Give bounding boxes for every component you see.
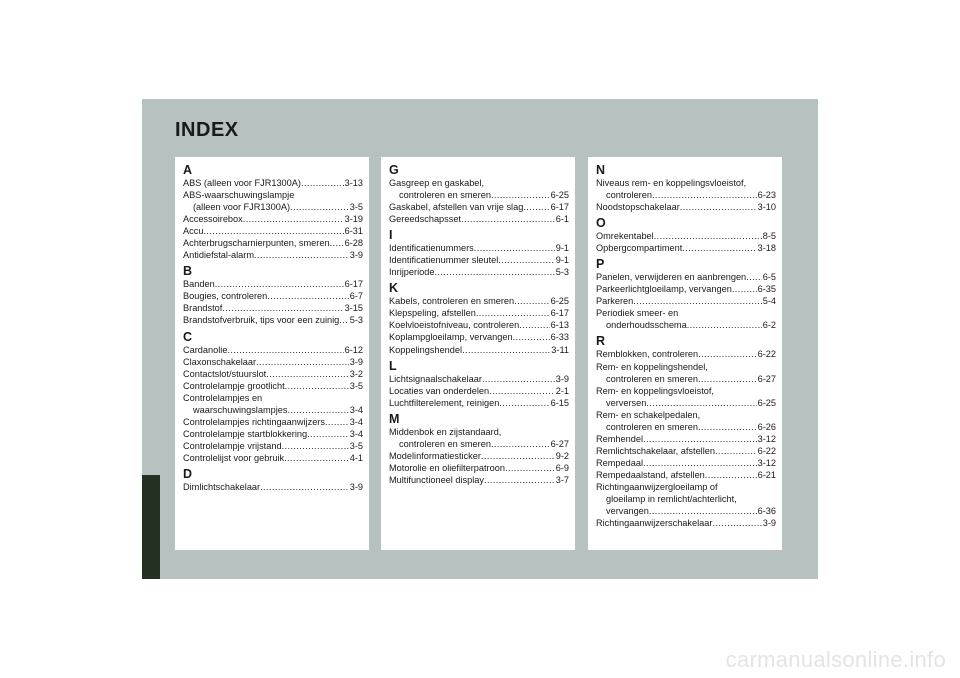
leader-dots: [712, 517, 761, 529]
page-number: 2-1: [555, 385, 569, 396]
leader-dots: [491, 189, 550, 201]
entry-text: Banden: [183, 279, 215, 290]
index-entry: [596, 361, 776, 385]
page-number: 6-22: [757, 349, 776, 360]
leader-dots: [285, 380, 349, 392]
leader-dots: [307, 428, 349, 440]
leader-dots: [290, 201, 349, 213]
index-section-c: [183, 330, 363, 464]
entry-text: Gasgreep en gaskabel,: [389, 178, 485, 188]
index-entry: [183, 249, 363, 261]
page-number: 6-23: [757, 190, 776, 201]
page-number: 3-19: [344, 214, 363, 225]
index-entry: [596, 517, 776, 529]
index-section-p: [596, 257, 776, 331]
leader-dots: [284, 452, 349, 464]
entry-text: Identificatienummers: [389, 243, 474, 254]
index-entry: [183, 452, 363, 464]
page-number: 3-13: [344, 178, 363, 188]
page-number: 6-27: [550, 438, 569, 449]
entry-text: Contactslot/stuurslot: [183, 368, 267, 379]
index-entry: [389, 385, 569, 397]
entry-text: Motorolie en oliefilterpatroon: [389, 462, 505, 473]
index-section-k: [389, 281, 569, 355]
entry-text: Claxonschakelaar: [183, 356, 257, 367]
entry-text: Gaskabel, afstellen van vrije slag: [389, 202, 524, 213]
index-entry: [183, 225, 363, 237]
entry-text: Remlichtschakelaar, afstellen: [596, 445, 715, 456]
index-section-l: [389, 359, 569, 409]
page-number: 3-9: [555, 373, 569, 384]
leader-dots: [513, 331, 550, 343]
entry-text: Locaties van onderdelen: [389, 385, 490, 396]
leader-dots: [746, 271, 762, 283]
entry-text: Opbergcompartiment: [596, 243, 683, 254]
entry-text: Accessoirebox: [183, 214, 243, 225]
leader-dots: [222, 302, 343, 314]
index-entry: [596, 409, 776, 433]
page-number: 6-35: [757, 284, 776, 295]
entry-text: ABS (alleen voor FJR1300A): [183, 178, 301, 188]
page-number: 3-5: [349, 202, 363, 213]
index-entry: [389, 331, 569, 343]
index-column-1: [175, 157, 369, 550]
leader-dots: [698, 348, 756, 360]
page-number: 6-17: [550, 202, 569, 213]
index-entry: [183, 344, 363, 356]
leader-dots: [698, 373, 757, 385]
index-entry: [596, 295, 776, 307]
index-entry: [183, 356, 363, 368]
page-number: 3-9: [762, 518, 776, 529]
page-number: 3-15: [344, 303, 363, 314]
leader-dots: [523, 201, 549, 213]
page-number: 6-5: [762, 272, 776, 283]
page-number: 6-13: [550, 320, 569, 331]
entry-text: Niveaus rem- en koppelingsvloeistof,: [596, 178, 747, 188]
page-number: 3-4: [349, 404, 363, 415]
index-section-r: [596, 334, 776, 529]
page-number: 3-7: [555, 474, 569, 485]
leader-dots: [489, 385, 555, 397]
leader-dots: [482, 373, 555, 385]
page-number: 9-1: [555, 255, 569, 266]
entry-text: Rempedaal: [596, 457, 643, 468]
page-number: 6-1: [555, 214, 569, 225]
entry-text: Richtingaanwijzergloeilamp of: [596, 481, 718, 492]
page-number: 5-3: [349, 315, 363, 326]
page-number: 6-27: [757, 373, 776, 384]
index-entry: [389, 373, 569, 385]
index-entry: [183, 380, 363, 392]
entry-text: Accu: [183, 226, 204, 237]
entry-text: onderhoudsschema: [606, 320, 687, 331]
entry-text: Koelvloeistofniveau, controleren: [389, 320, 520, 331]
section-letter: P: [596, 257, 605, 272]
section-letter: I: [389, 228, 393, 243]
section-letter: R: [596, 334, 606, 349]
leader-dots: [243, 213, 344, 225]
leader-dots: [654, 230, 762, 242]
leader-dots: [481, 450, 555, 462]
leader-dots: [462, 344, 550, 356]
page-title: INDEX: [175, 119, 239, 141]
index-section-i: [389, 228, 569, 278]
page-number: 6-25: [757, 397, 776, 408]
leader-dots: [282, 440, 349, 452]
index-entry: [389, 397, 569, 409]
page-number: 9-1: [555, 243, 569, 254]
page-number: 6-25: [550, 296, 569, 307]
index-entry: [596, 242, 776, 254]
index-entry: [389, 307, 569, 319]
entry-text: Controlelampjes richtingaanwijzers: [183, 416, 325, 427]
page-number: 6-21: [757, 469, 776, 480]
index-section-g: [389, 163, 569, 225]
leader-dots: [687, 319, 762, 331]
entry-text: Parkeerlichtgloeilamp, vervangen: [596, 284, 732, 295]
entry-text: Inrijperiode: [389, 267, 435, 278]
entry-text: vervangen: [606, 506, 649, 517]
entry-text: Richtingaanwijzerschakelaar: [596, 518, 713, 529]
entry-text: Remhendel: [596, 433, 643, 444]
leader-dots: [682, 242, 756, 254]
leader-dots: [680, 201, 757, 213]
page-number: 3-12: [757, 433, 776, 444]
page-number: 3-9: [349, 250, 363, 261]
entry-text: Brandstof: [183, 303, 223, 314]
page-number: 6-17: [344, 279, 363, 290]
entry-text: Luchtfilterelement, reinigen: [389, 397, 500, 408]
page-number: 6-9: [555, 462, 569, 473]
entry-text: Dimlichtschakelaar: [183, 481, 261, 492]
leader-dots: [227, 344, 343, 356]
index-entry: [596, 457, 776, 469]
entry-text: waarschuwingslampjes: [193, 404, 288, 415]
leader-dots: [474, 242, 555, 254]
index-section-n: [596, 163, 776, 213]
index-entry: [389, 177, 569, 201]
index-entry: [389, 266, 569, 278]
index-entry: [183, 428, 363, 440]
entry-text: Brandstofverbruik, tips voor een zuinig: [183, 315, 340, 326]
entry-text: Rem- en koppelingshendel,: [596, 361, 708, 372]
leader-dots: [215, 278, 344, 290]
page-number: 5-4: [762, 296, 776, 307]
entry-text: Gereedschapsset: [389, 214, 462, 225]
entry-text: verversen: [606, 397, 647, 408]
section-letter: D: [183, 466, 193, 481]
page-number: 3-4: [349, 428, 363, 439]
entry-text: controleren en smeren: [399, 438, 491, 449]
entry-text: Achterbrugscharnierpunten, smeren: [183, 238, 330, 249]
index-section-a: [183, 163, 363, 261]
entry-text: Parkeren: [596, 296, 634, 307]
leader-dots: [633, 295, 761, 307]
watermark: carmanualsonline.info: [725, 647, 946, 672]
leader-dots: [267, 290, 348, 302]
index-entry: [183, 302, 363, 314]
entry-text: controleren en smeren: [606, 421, 698, 432]
entry-text: Omrekentabel: [596, 231, 654, 242]
section-letter: G: [389, 163, 399, 177]
leader-dots: [301, 177, 344, 189]
section-letter: L: [389, 358, 397, 373]
section-letter: K: [389, 281, 399, 296]
leader-dots: [715, 445, 757, 457]
index-section-b: [183, 264, 363, 326]
entry-text: controleren: [606, 190, 652, 201]
page-number: 3-18: [757, 243, 776, 254]
leader-dots: [260, 481, 349, 493]
index-entry: [389, 213, 569, 225]
entry-text: Controlelampje vrijstand: [183, 440, 282, 451]
page-number: 3-12: [757, 457, 776, 468]
index-entry: [389, 319, 569, 331]
index-entry: [389, 295, 569, 307]
page-number: 6-15: [550, 397, 569, 408]
leader-dots: [514, 295, 549, 307]
page-number: 3-5: [349, 440, 363, 451]
page-number: 6-25: [550, 190, 569, 201]
index-entry: [389, 462, 569, 474]
entry-text: Noodstopschakelaar: [596, 202, 680, 213]
entry-text: Rem- en koppelingsvloeistof,: [596, 385, 714, 396]
page-number: 6-33: [550, 332, 569, 343]
index-entry: [183, 440, 363, 452]
page-number: 6-12: [344, 344, 363, 355]
page-number: 6-28: [344, 238, 363, 249]
page-number: 8-5: [762, 231, 776, 242]
leader-dots: [434, 266, 554, 278]
index-entry: [596, 283, 776, 295]
index-section-m: [389, 412, 569, 486]
page-number: 3-11: [551, 344, 569, 355]
index-entry: [389, 242, 569, 254]
section-letter: M: [389, 411, 400, 426]
index-entry: [183, 290, 363, 302]
entry-text: Middenbok en zijstandaard,: [389, 426, 502, 437]
index-entry: [596, 481, 776, 517]
entry-text: Lichtsignaalschakelaar: [389, 373, 482, 384]
page-number: 9-2: [555, 450, 569, 461]
leader-dots: [705, 469, 757, 481]
index-entry: [596, 230, 776, 242]
entry-text: Cardanolie: [183, 344, 228, 355]
leader-dots: [652, 189, 757, 201]
leader-dots: [330, 237, 344, 249]
entry-text: Remblokken, controleren: [596, 349, 699, 360]
index-section-d: [183, 467, 363, 493]
entry-text: Antidiefstal-alarm: [183, 250, 254, 261]
page-number: 3-4: [349, 416, 363, 427]
index-entry: [183, 278, 363, 290]
leader-dots: [476, 307, 550, 319]
index-entry: [183, 314, 363, 326]
page-number: 6-26: [757, 421, 776, 432]
leader-dots: [256, 356, 349, 368]
index-entry: [183, 392, 363, 416]
page-number: 6-17: [550, 308, 569, 319]
entry-text: Identificatienummer sleutel: [389, 255, 499, 266]
entry-text: Multifunctioneel display: [389, 474, 484, 485]
index-column-2: [381, 157, 575, 550]
page-number: 6-2: [762, 320, 776, 331]
leader-dots: [484, 474, 555, 486]
page-number: 5-3: [555, 267, 569, 278]
page-number: 6-22: [757, 445, 776, 456]
entry-text: gloeilamp in remlicht/achterlicht,: [606, 494, 737, 505]
index-column-3: [588, 157, 782, 550]
index-entry: [183, 237, 363, 249]
index-entry: [596, 177, 776, 201]
index-entry: [596, 201, 776, 213]
index-entry: [389, 254, 569, 266]
leader-dots: [649, 505, 757, 517]
entry-text: Modelinformatiesticker: [389, 450, 481, 461]
index-entry: [596, 445, 776, 457]
section-letter: A: [183, 163, 193, 177]
entry-text: Periodiek smeer- en: [596, 308, 679, 319]
leader-dots: [203, 225, 343, 237]
index-entry: [596, 348, 776, 360]
leader-dots: [643, 457, 757, 469]
section-letter: N: [596, 163, 606, 177]
index-entry: [183, 189, 363, 213]
leader-dots: [254, 249, 349, 261]
index-section-o: [596, 216, 776, 254]
page-number: 6-31: [344, 226, 363, 237]
entry-text: Klepspeling, afstellen: [389, 308, 476, 319]
index-entry: [596, 307, 776, 331]
index-entry: [183, 481, 363, 493]
page-number: 3-9: [349, 481, 363, 492]
page-number: 3-5: [349, 380, 363, 391]
entry-text: Controlelampje startblokkering: [183, 428, 308, 439]
page-number: 4-1: [349, 452, 363, 463]
entry-text: (alleen voor FJR1300A): [193, 202, 291, 213]
entry-text: Bougies, controleren: [183, 291, 268, 302]
index-entry: [183, 416, 363, 428]
leader-dots: [519, 319, 549, 331]
section-letter: B: [183, 264, 193, 279]
leader-dots: [498, 254, 554, 266]
index-entry: [389, 474, 569, 486]
page-number: 3-9: [349, 356, 363, 367]
index-entry: [389, 450, 569, 462]
leader-dots: [491, 438, 550, 450]
index-entry: [183, 213, 363, 225]
entry-text: Panelen, verwijderen en aanbrengen: [596, 272, 747, 283]
entry-text: Rempedaalstand, afstellen: [596, 469, 705, 480]
leader-dots: [698, 421, 757, 433]
index-entry: [596, 469, 776, 481]
index-entry: [183, 368, 363, 380]
leader-dots: [499, 397, 549, 409]
leader-dots: [266, 368, 348, 380]
entry-text: Rem- en schakelpedalen,: [596, 409, 701, 420]
page-number: 6-7: [349, 291, 363, 302]
section-letter: O: [596, 216, 606, 231]
chapter-tab: [142, 475, 160, 579]
entry-text: controleren en smeren: [606, 373, 698, 384]
leader-dots: [287, 404, 348, 416]
entry-text: Koppelingshendel: [389, 344, 463, 355]
entry-text: ABS-waarschuwingslampje: [183, 190, 295, 201]
leader-dots: [643, 433, 757, 445]
entry-text: controleren en smeren: [399, 190, 491, 201]
index-entry: [389, 426, 569, 450]
page-number: 3-2: [349, 368, 363, 379]
entry-text: Controlelampje grootlicht: [183, 380, 285, 391]
index-entry: [183, 177, 363, 189]
section-letter: C: [183, 329, 193, 344]
leader-dots: [505, 462, 555, 474]
leader-dots: [325, 416, 349, 428]
index-entry: [389, 201, 569, 213]
index-entry: [596, 271, 776, 283]
page-number: 6-36: [757, 506, 776, 517]
page-number: 3-10: [757, 202, 776, 213]
entry-text: Controlelijst voor gebruik: [183, 452, 285, 463]
leader-dots: [646, 397, 756, 409]
entry-text: Kabels, controleren en smeren: [389, 296, 515, 307]
leader-dots: [339, 314, 348, 326]
index-entry: [596, 433, 776, 445]
leader-dots: [461, 213, 555, 225]
index-entry: [596, 385, 776, 409]
index-entry: [389, 344, 569, 356]
entry-text: Controlelampjes en: [183, 392, 263, 403]
entry-text: Koplampgloeilamp, vervangen: [389, 332, 513, 343]
leader-dots: [732, 283, 757, 295]
